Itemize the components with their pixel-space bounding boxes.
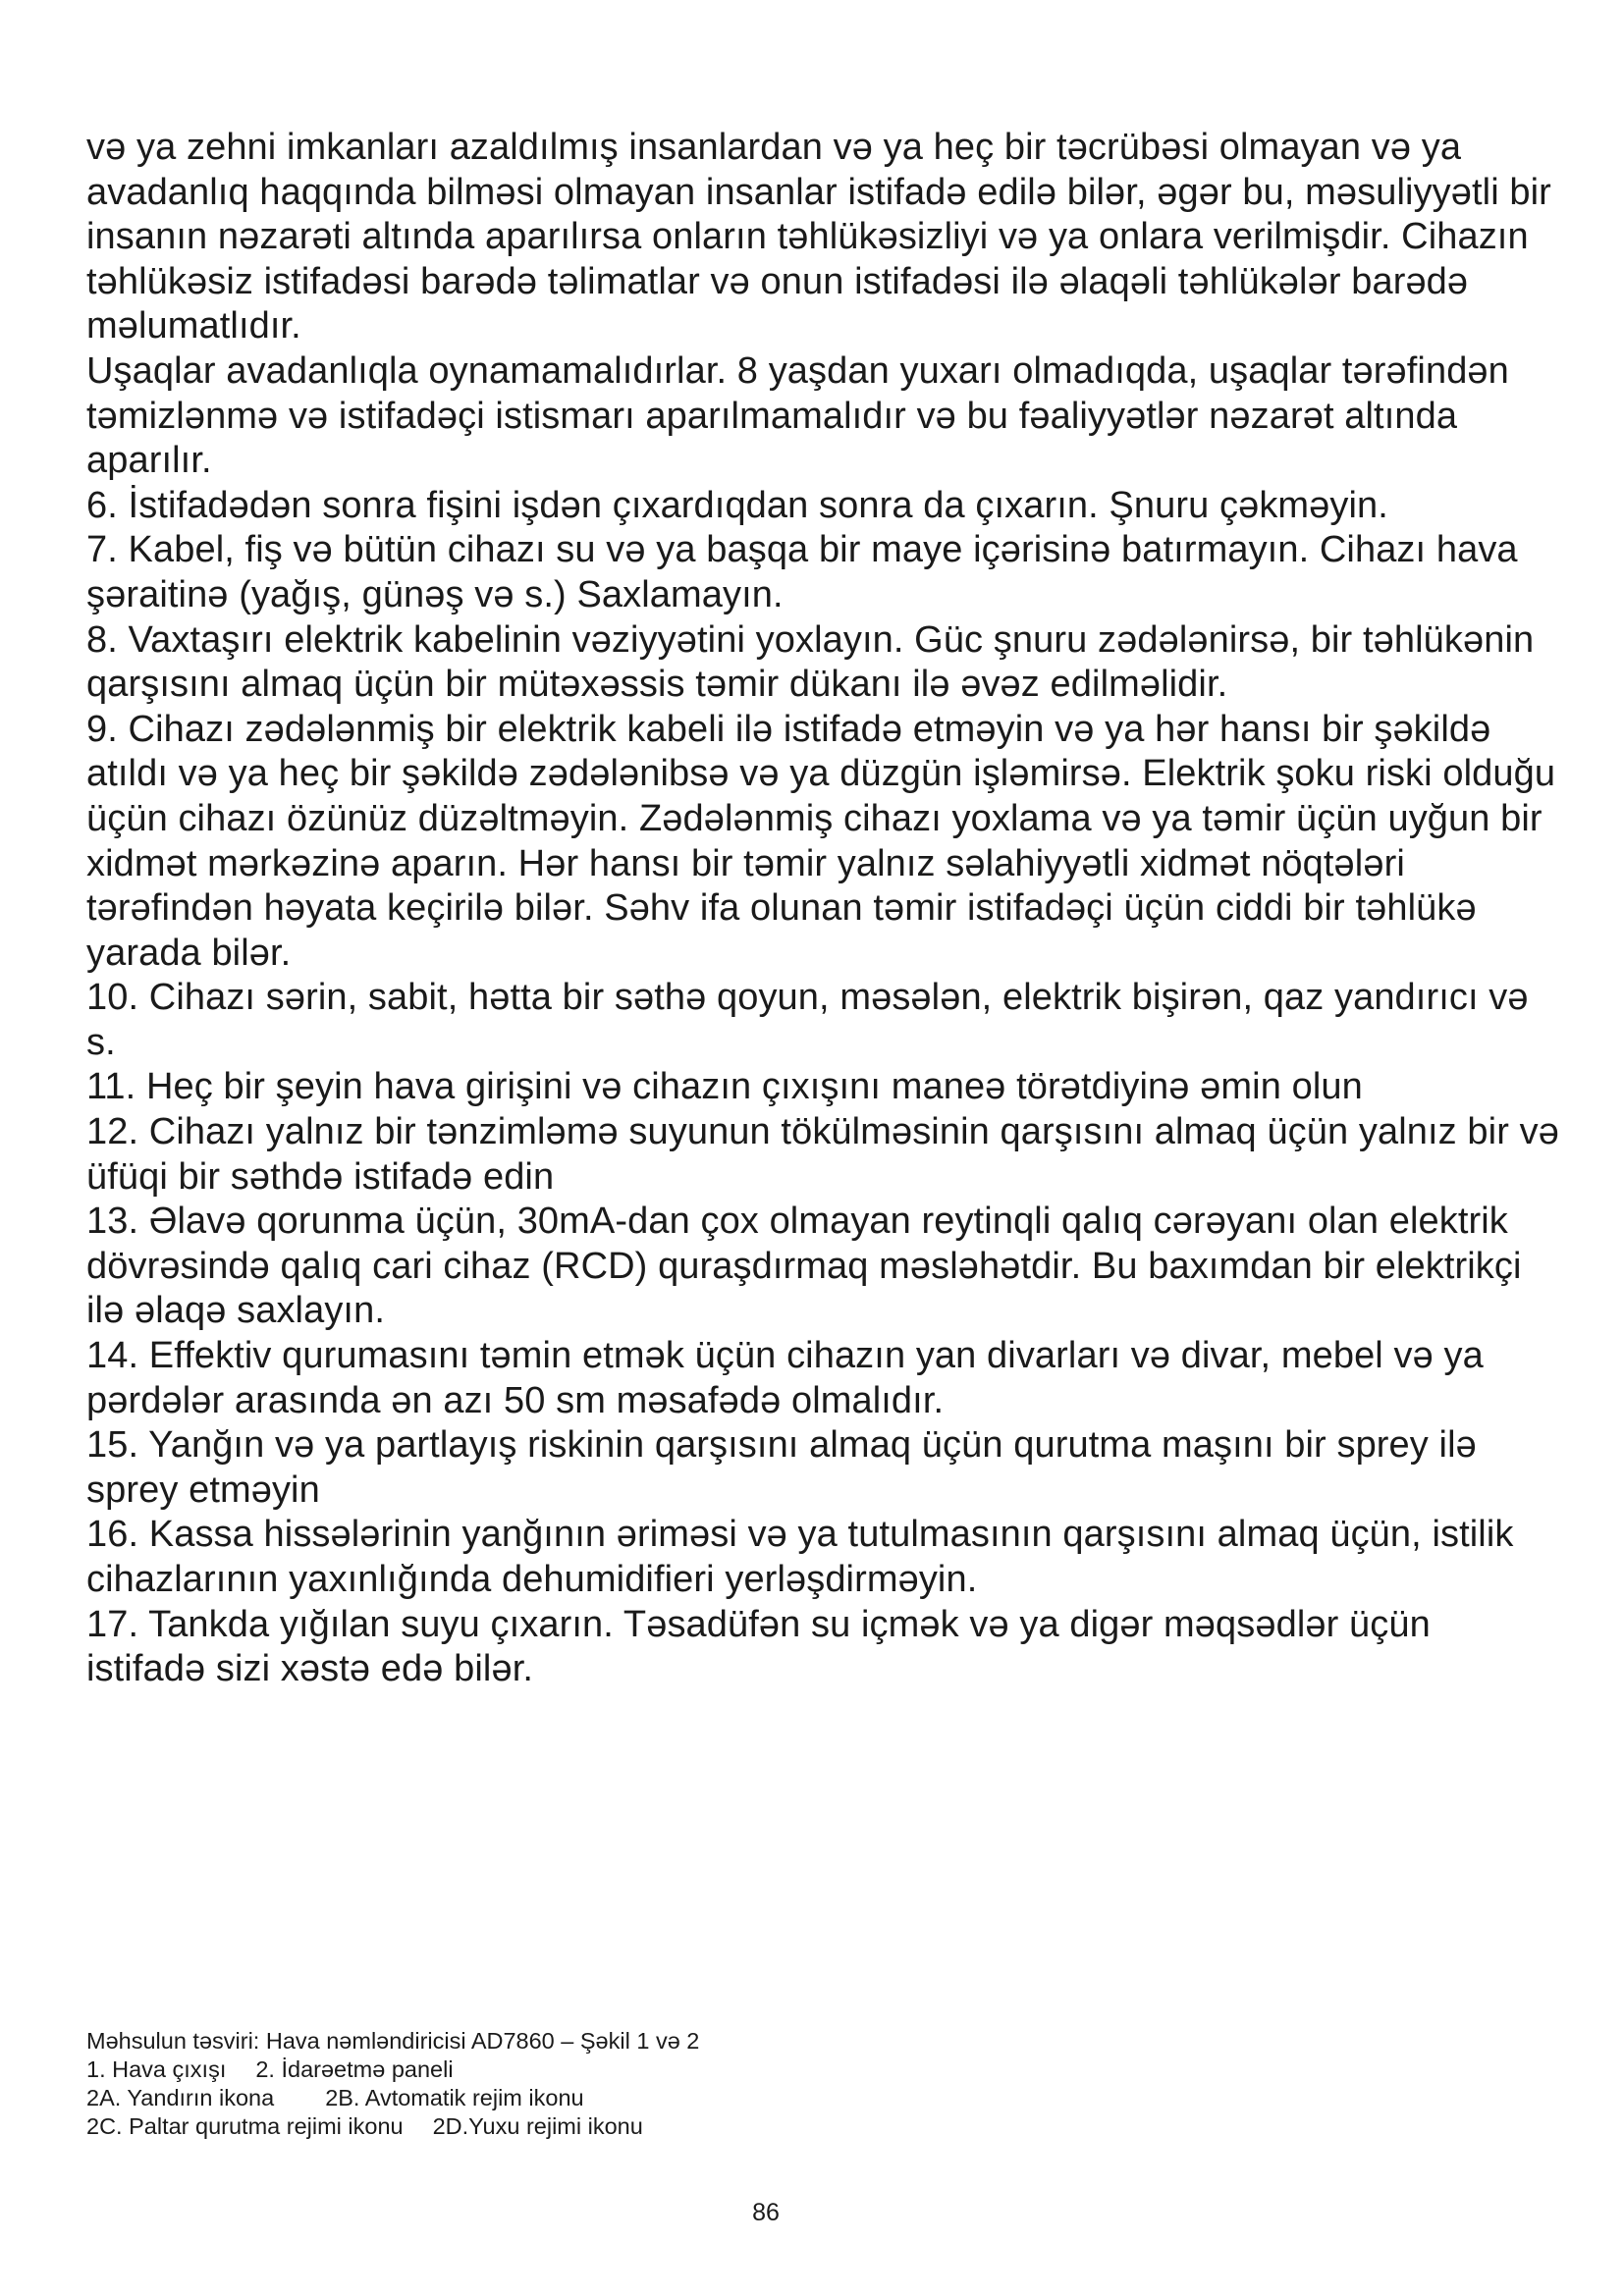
caption-item-2d: 2D.Yuxu rejimi ikonu [432,2113,643,2139]
product-description-caption [86,2027,1461,2141]
caption-item-2b: 2B. Avtomatik rejim ikonu [325,2085,584,2110]
list-item-14: 14. Effektiv qurumasını təmin etmək üçün cihazın yan divarları və divar, mebel və ya pərdələr arasında ən azı 50 sm məsafədə olmalıdır. [86,1335,1484,1421]
list-item-17: 17. Tankda yığılan suyu çıxarın. Təsadüfən su içmək və ya digər məqsədlər üçün istifadə sizi xəstə edə bilər. [86,1603,1431,1690]
paragraph-intro: və ya zehni imkanları azaldılmış insanlardan və ya heç bir təcrübəsi olmayan və ya avadanlıq haqqında bilməsi olmayan insanlar istifadə edilə bilər, əgər bu, məsuliyyətli bir insanın nəzarəti altında aparılırsa onların təhlükəsizliyi və ya onlara verilmişdir. Cihazın təhlükəsiz istifadəsi barədə təlimatlar və onun istifadəsi ilə əlaqəli təhlükələr barədə məlumatlıdır. [86,127,1551,347]
body-text [86,126,1559,1692]
caption-row-1 [86,2056,1461,2084]
caption-item-2c: 2C. Paltar qurutma rejimi ikonu [86,2113,404,2139]
list-item-11: 11. Heç bir şeyin hava girişini və cihazın çıxışını maneə törətdiyinə əmin olun [86,1066,1363,1108]
list-item-13: 13. Əlavə qorunma üçün, 30mA-dan çox olmayan reytinqli qalıq cərəyanı olan elektrik dövrəsində qalıq cari cihaz (RCD) quraşdırmaq məsləhətdir. Bu baxımdan bir elektrikçi ilə əlaqə saxlayın. [86,1201,1522,1332]
list-item-6: 6. İstifadədən sonra fişini işdən çıxardıqdan sonra da çıxarın. Şnuru çəkməyin. [86,484,1388,526]
caption-item-1: 1. Hava çıxışı [86,2056,227,2082]
list-item-8: 8. Vaxtaşırı elektrik kabelinin vəziyyətini yoxlayın. Güc şnuru zədələnirsə, bir təhlükənin qarşısını almaq üçün bir mütəxəssis təmir dükanı ilə əvəz edilməlidir. [86,618,1535,706]
list-item-9: 9. Cihazı zədələnmiş bir elektrik kabeli ilə istifadə etməyin və ya hər hansı bir şəkildə atıldı və ya heç bir şəkildə zədələnibsə və ya düzgün işləmirsə. Elektrik şoku riski olduğu üçün cihazı özünüz düzəltməyin. Zədələnmiş cihazı yoxlama və ya təmir üçün uyğun bir xidmət mərkəzinə aparın. Hər hansı bir təmir yalnız səlahiyyətli xidmət nöqtələri tərəfindən həyata keçirilə bilər. Səhv ifa olunan təmir istifadəçi üçün ciddi bir təhlükə yarada bilər. [86,708,1556,974]
caption-row-2 [86,2084,1461,2112]
caption-title: Məhsulun təsviri: Hava nəmləndiricisi AD7860 – Şəkil 1 və 2 [86,2028,700,2054]
list-item-15: 15. Yanğın və ya partlayış riskinin qarşısını almaq üçün qurutma maşını bir sprey ilə sprey etməyin [86,1424,1477,1511]
caption-item-2a: 2A. Yandırın ikona [86,2085,275,2110]
paragraph-children: Uşaqlar avadanlıqla oynamamalıdırlar. 8 yaşdan yuxarı olmadıqda, uşaqlar tərəfindən təmizlənmə və istifadəçi istismarı aparılmamalıdır və bu fəaliyyətlər nəzarət altında aparılır. [86,349,1509,482]
list-item-10: 10. Cihazı sərin, sabit, hətta bir səthə qoyun, məsələn, elektrik bişirən, qaz yandırıcı və s. [86,977,1529,1063]
list-item-7: 7. Kabel, fiş və bütün cihazı su və ya başqa bir maye içərisinə batırmayın. Cihazı hava şəraitinə (yağış, günəş və s.) Saxlamayın. [86,529,1518,615]
page-number: 86 [752,2199,780,2226]
list-item-16: 16. Kassa hissələrinin yanğının əriməsi və ya tutulmasının qarşısını almaq üçün, istilik cihazlarının yaxınlığında dehumidifieri yerləşdirməyin. [86,1514,1514,1600]
list-item-12: 12. Cihazı yalnız bir tənzimləmə suyunun tökülməsinin qarşısını almaq üçün yalnız bir və üfüqi bir səthdə istifadə edin [86,1111,1559,1198]
caption-row-3 [86,2112,1461,2141]
caption-item-2: 2. İdarəetmə paneli [255,2056,454,2082]
